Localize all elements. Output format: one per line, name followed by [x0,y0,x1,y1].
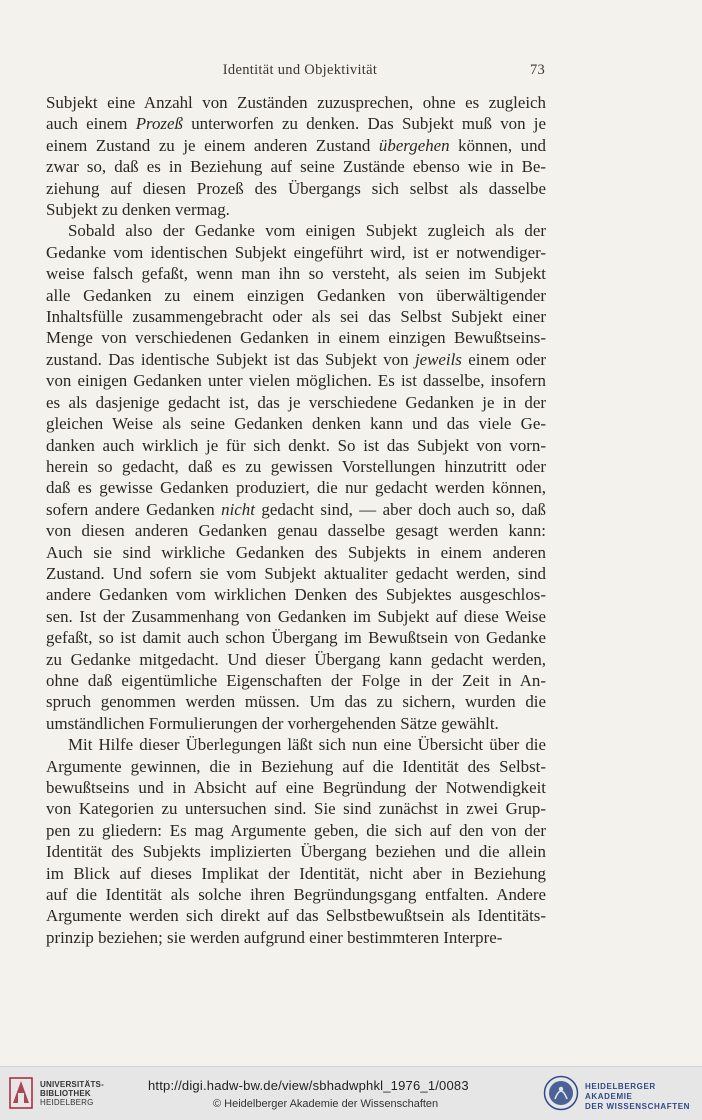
emphasis: nicht [221,499,255,519]
text-line: zustand. Das identische Subjekt ist das Subjekt von jeweils einem oder [46,349,546,369]
text-line: Zustand. Und sofern sie vom Subjekt aktualiter gedacht werden, sind [46,563,546,583]
footer-bar [0,1066,702,1120]
text-line: Menge von verschiedenen Gedanken in einem einzigen Bewußtseins- [46,328,546,348]
text-line: danken auch wirklich je für sich denkt. So ist das Subjekt von vorn- [46,435,546,455]
body-text [46,92,546,948]
text-line: umständlichen Formulierungen der vorhergehenden Sätze gewählt. [46,713,499,733]
text-line: von diesen anderen Gedanken genau dasselbe gesagt werden kann: [46,521,546,541]
text-line: auch einem Prozeß unterworfen zu denken. Das Subjekt muß von je [46,114,546,134]
text-line: alle Gedanken zu einem einzigen Gedanken von überwältigender [46,285,546,305]
ub-line-2: BIBLIOTHEK [40,1089,91,1098]
text-line: Argumente werden sich direkt auf das Selbstbewußtsein als Identitäts- [46,906,546,926]
text-line: gefaßt, so ist damit auch schon Übergang im Bewußtsein von Gedanke [46,628,546,648]
paragraph [46,92,546,220]
text-line: Subjekt zu denken vermag. [46,200,230,220]
text-line: spruch genommen werden müssen. Um das zu sichern, wurden die [46,692,546,712]
text-line: Mit Hilfe dieser Überlegungen läßt sich nun eine Übersicht über die [68,735,546,755]
academy-line-2: DER WISSENSCHAFTEN [585,1102,691,1111]
text-line: andere Gedanken vom wirklichen Denken des Subjektes ausgeschlos- [46,585,546,605]
text-line: bewußtseins und in Absicht auf eine Begründung der Notwendigkeit [46,778,546,797]
paragraph [46,220,546,734]
text-line: auf die Identität als solche ihren Begründungsgang entfalten. Andere [46,885,546,905]
text-line: Identität des Subjekts implizierten Übergang beziehen und die allein [46,842,546,862]
copyright-notice: © Heidelberger Akademie der Wissenschaften [213,1098,439,1110]
academy-label [585,1082,702,1112]
text-line: von einigen Gedanken unter vielen möglichen. Es ist dasselbe, insofern [46,371,546,391]
academy-seal-icon [543,1075,579,1111]
ub-line-3: HEIDELBERG [40,1098,94,1107]
text-line: herein so gedacht, daß es zu gewissen Vorstellungen hinzutritt oder [46,456,546,476]
text-line: Auch sie sind wirkliche Gedanken des Subjekts in einem anderen [46,542,546,562]
text-line: es als dasjenige gedacht ist, das je verschiedene Gedanken je in der [46,392,546,412]
text-line: von Kategorien zu untersuchen sind. Sie sind zunächst in zwei Grup- [46,799,546,819]
text-line: weise falsch gefaßt, wenn man ihn so versteht, als seien im Subjekt [46,264,546,284]
permalink-url[interactable]: http://digi.hadw-bw.de/view/sbhadwphkl_1976_1/0083 [148,1078,469,1093]
page-number: 73 [530,62,546,78]
running-head-title: Identität und Objektivität [222,62,378,78]
academy-line-1: HEIDELBERGER AKADEMIE [585,1082,656,1101]
text-line: Sobald also der Gedanke vom einigen Subjekt zugleich als der [68,221,546,241]
paragraph [46,734,546,948]
ub-line-1: UNIVERSITÄTS- [40,1080,104,1089]
text-line: Argumente gewinnen, die in Beziehung auf die Identität des Selbst- [46,756,546,776]
text-line: sen. Ist der Zusammenhang von Gedanken im Subjekt auf diese Weise [46,606,546,626]
emphasis: Prozeß [135,114,183,134]
text-line: ziehung auf diesen Prozeß des Übergangs sich selbst als dasselbe [46,178,546,198]
text-line: zwar so, daß es in Beziehung auf seine Zustände ebenso wie in Be- [46,157,546,177]
text-line: pen zu gliedern: Es mag Argumente geben, die sich auf den von der [46,820,546,840]
text-line: zu Gedanke mitgedacht. Und dieser Übergang kann gedacht werden, [46,649,546,669]
text-line: prinzip beziehen; sie werden aufgrund einer bestimmteren Interpre- [46,927,503,947]
emphasis: jeweils [414,349,462,369]
emphasis: übergehen [378,135,450,155]
text-line: im Blick auf dieses Implikat der Identität, nicht aber in Beziehung [46,863,546,883]
university-library-label [40,1080,104,1107]
text-line: ohne daß eigentümliche Eigenschaften der Folge in der Zeit in An- [46,670,546,690]
university-library-logo-icon [8,1075,34,1111]
text-line: einem Zustand zu je einem anderen Zustand übergehen können, und [46,135,547,155]
text-line: Subjekt eine Anzahl von Zuständen zuzusprechen, ohne es zugleich [46,93,546,112]
text-line: sofern andere Gedanken nicht gedacht sind, — aber doch auch so, daß [46,499,546,519]
text-line: daß es gewisse Gedanken produziert, die nur gedacht werden können, [46,478,546,498]
text-line: Inhaltsfülle zusammengebracht oder als sei das Selbst Subjekt einer [46,307,546,327]
text-line: gleichen Weise als seine Gedanken denken kann und das viele Ge- [46,414,546,434]
text-line: Gedanke vom identischen Subjekt eingeführt wird, ist er notwendiger- [46,242,546,262]
